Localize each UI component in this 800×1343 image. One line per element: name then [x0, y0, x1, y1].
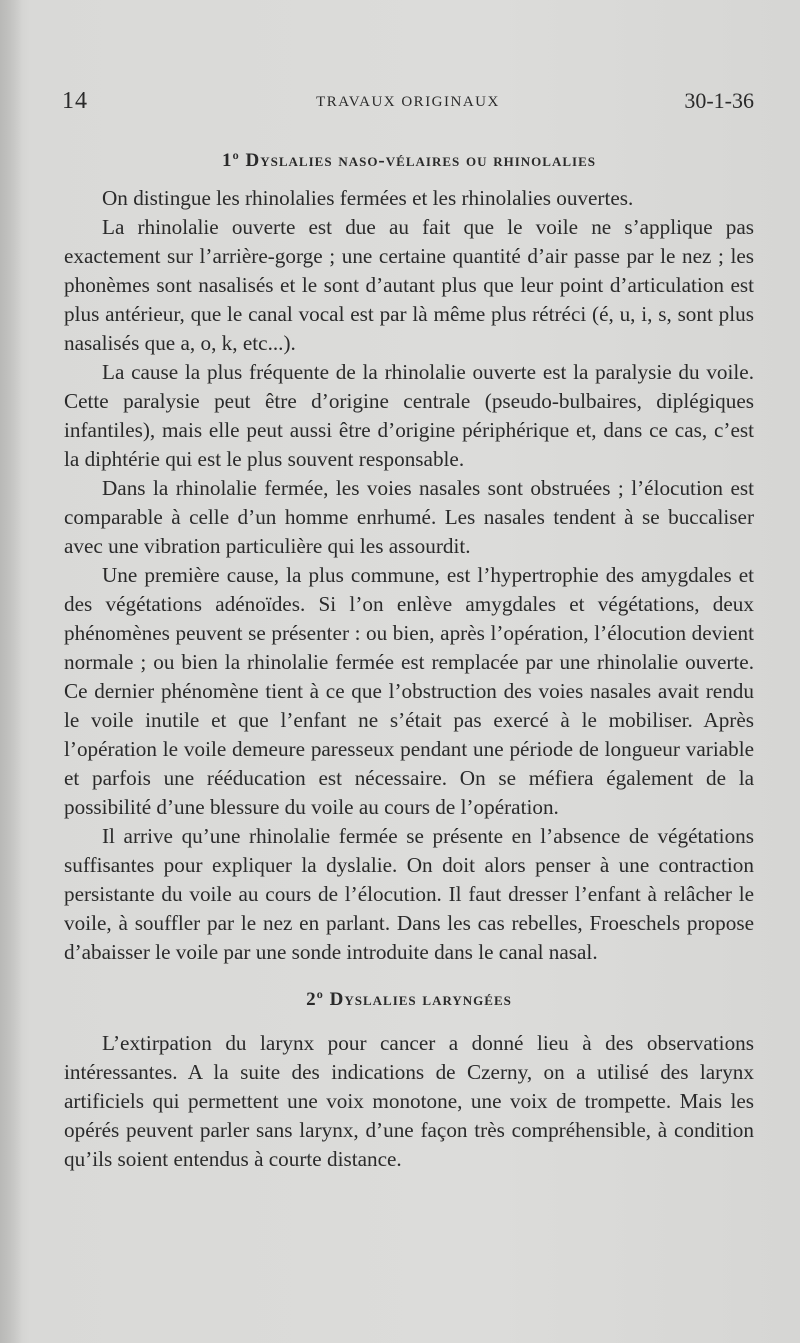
page-edge-shadow: [0, 0, 22, 1343]
paragraph: Il arrive qu’une rhinolalie fermée se présente en l’absence de végétations suffisantes pour expliquer la dyslalie. On doit alors penser à une contraction persistante du voile au cours de l’élocution. Il faut dresser l’enfant à relâcher le voile, à souffler par le nez en parlant. Dans les cas rebelles, Froeschels propose d’abaisser le voile par une sonde introduite dans le canal nasal.: [64, 824, 754, 964]
section-heading-laryngees: 2º Dyslalies laryngées: [306, 989, 512, 1010]
running-head: [62, 88, 754, 118]
paragraph: La cause la plus fréquente de la rhinolalie ouverte est la paralysie du voile. Cette paralysie peut être d’origine centrale (pseudo-bulbaires, diplégiques infantiles), mais elle peut aussi être d’origine périphérique et, dans ce cas, c’est la diphtérie qui est le plus souvent responsable.: [64, 360, 754, 471]
paragraph: La rhinolalie ouverte est due au fait que le voile ne s’applique pas exactement sur l’arrière-gorge ; une certaine quantité d’air passe par le nez ; les phonèmes sont nasalisés et le sont d’autant plus que leur point d’articulation est plus antérieur, que le canal vocal est par là même plus rétréci (é, u, i, s, sont plus nasalisés que a, o, k, etc...).: [64, 215, 754, 355]
section-heading-rhinolalies: 1º Dyslalies naso-vélaires ou rhinolalies: [222, 150, 596, 171]
paragraph: On distingue les rhinolalies fermées et les rhinolalies ouvertes.: [102, 186, 634, 210]
date-reference: 30-1-36: [684, 88, 754, 113]
paragraph: L’extirpation du larynx pour cancer a donné lieu à des observations intéressantes. A la suite des indications de Czerny, on a utilisé des larynx artificiels qui permettent une voix monotone, une voix de trompette. Mais les opérés peuvent parler sans larynx, d’une façon très compréhensible, à condition qu’ils soient entendus à courte distance.: [64, 1031, 754, 1171]
page-number: 14: [62, 88, 88, 114]
paragraph: Une première cause, la plus commune, est l’hypertrophie des amygdales et des végétations adénoïdes. Si l’on enlève amygdales et végétations, deux phénomènes peuvent se présenter : ou bien, après l’opération, l’élocution devient normale ; ou bien la rhinolalie fermée est remplacée par une rhinolalie ouverte. Ce dernier phénomène tient à ce que l’obstruction des voies nasales avait rendu le voile inutile et que l’enfant ne s’était pas exercé à le mobiliser. Après l’opération le voile demeure paresseux pendant une période de longueur variable et parfois une rééducation est nécessaire. On se méfiera également de la possibilité d’une blessure du voile au cours de l’opération.: [64, 563, 754, 819]
paragraph: Dans la rhinolalie fermée, les voies nasales sont obstruées ; l’élocution est comparable à celle d’un homme enrhumé. Les nasales tendent à se buccaliser avec une vibration particulière qui les assourdit.: [64, 476, 754, 558]
body-text: [64, 150, 754, 1174]
running-title: TRAVAUX ORIGINAUX: [316, 94, 500, 110]
